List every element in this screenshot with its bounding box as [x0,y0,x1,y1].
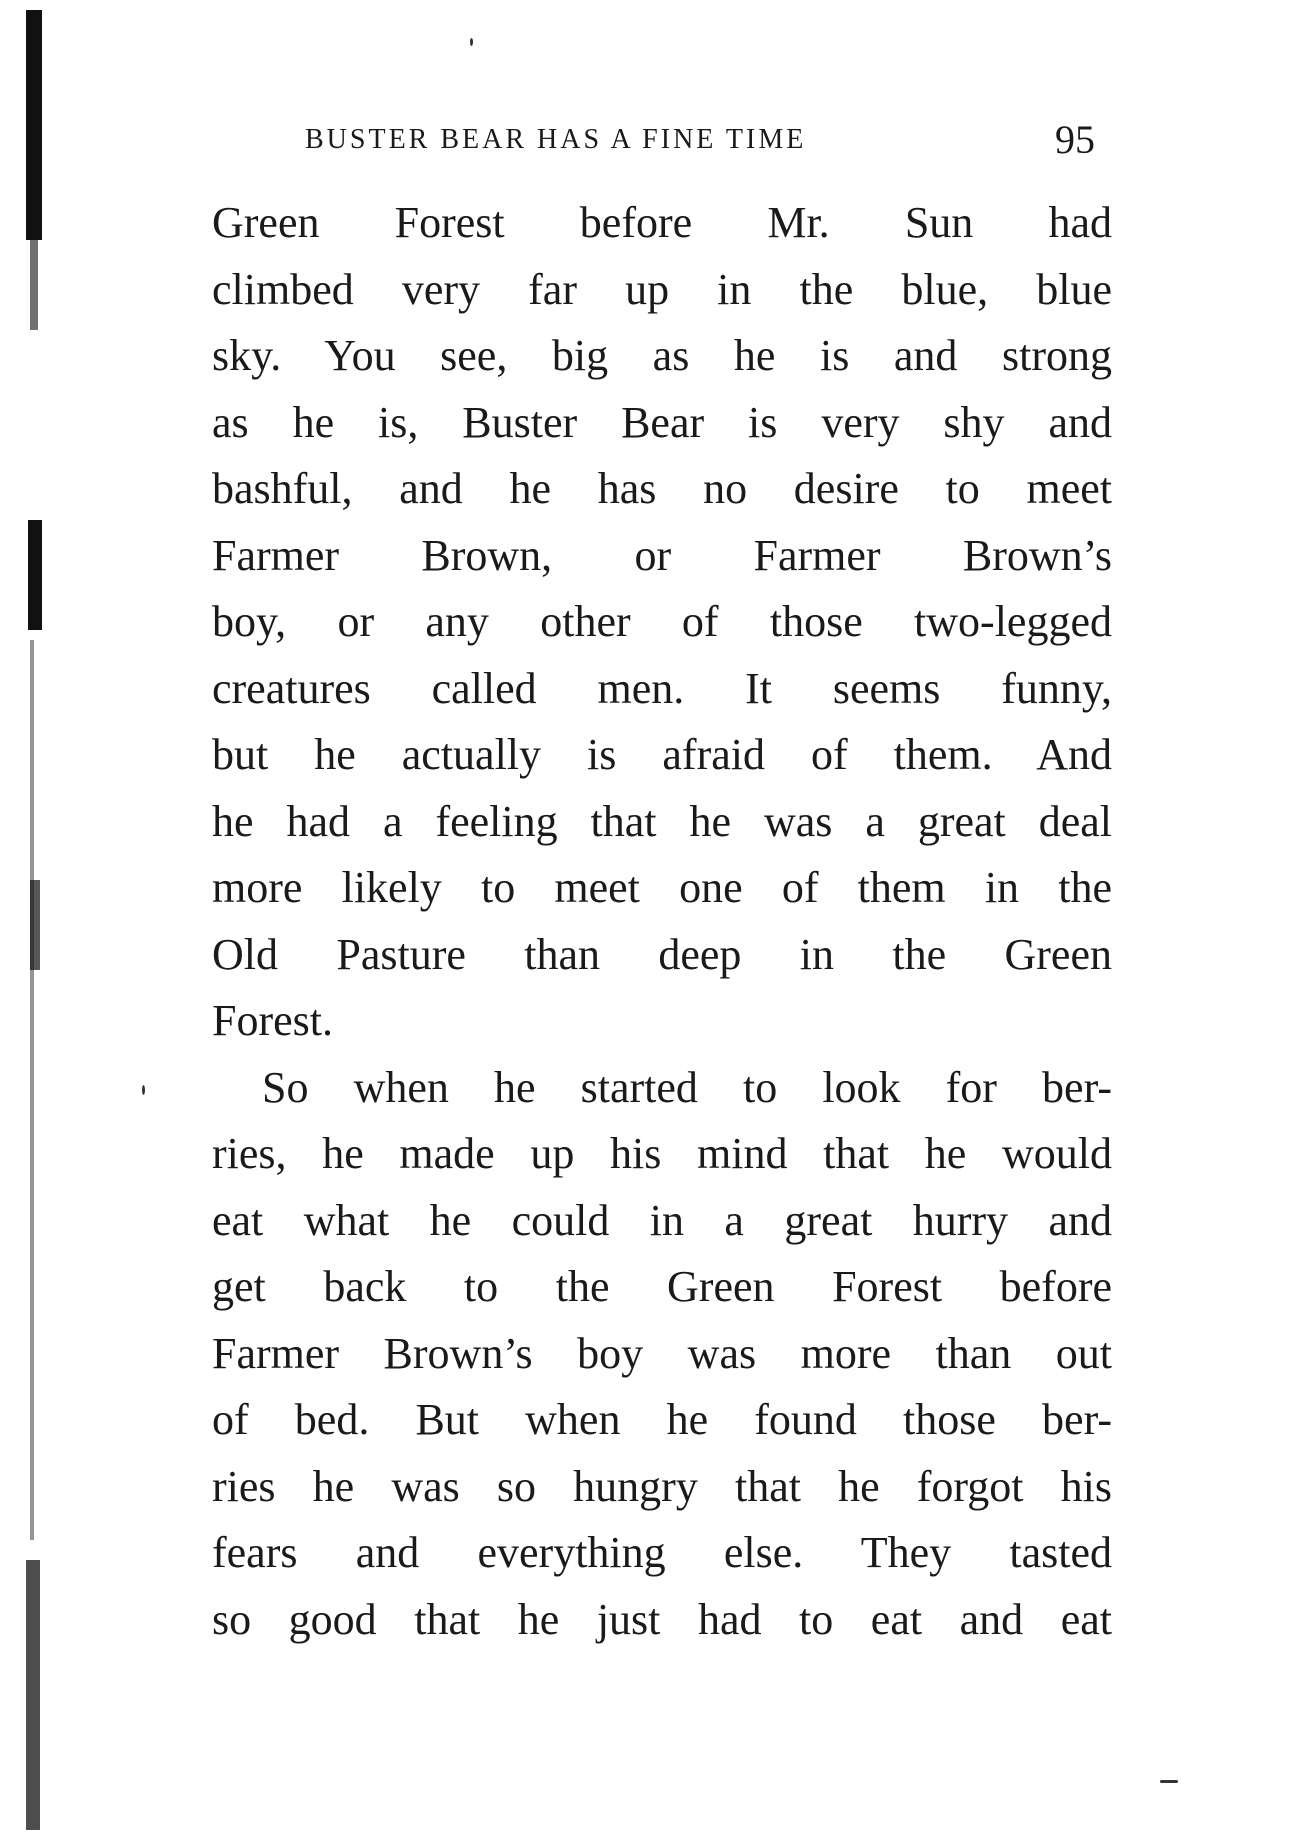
ink-speck [470,38,473,46]
text-line: so good that he just had to eat and eat [212,1594,1112,1644]
text-line: more likely to meet one of them in the [212,863,1112,912]
text-line: ries he was so hungry that he forgot his [212,1461,1112,1511]
paragraph [212,1055,1112,1654]
text-line: bashful, and he has no desire to meet [212,464,1112,513]
running-head [305,117,1105,162]
text-line: eat what he could in a great hurry and [212,1195,1112,1245]
paragraph [212,190,1112,1055]
text-line: climbed very far up in the blue, blue [212,264,1112,314]
text-line: creatures called men. It seems funny, [212,663,1112,713]
text-line: Green Forest before Mr. Sun had [212,198,1112,247]
text-line: as he is, Buster Bear is very shy and [212,397,1112,447]
text-line: Old Pasture than deep in the Green [212,929,1112,979]
text-line: get back to the Green Forest before [212,1262,1112,1311]
text-line: he had a feeling that he was a great deal [212,796,1112,846]
text-line: boy, or any other of those two-legged [212,597,1112,646]
text-line: sky. You see, big as he is and strong [212,331,1112,380]
body-text [212,190,1112,1653]
text-line: of bed. But when he found those ber- [212,1395,1112,1444]
text-line: So when he started to look for ber- [262,1062,1112,1112]
ink-speck [142,1085,145,1095]
text-line: Farmer Brown’s boy was more than out [212,1328,1112,1378]
text-line: Farmer Brown, or Farmer Brown’s [212,530,1112,580]
text-line: Forest. [212,996,333,1045]
text-line: but he actually is afraid of them. And [212,730,1112,779]
page-number: 95 [1055,117,1095,162]
ink-speck [1160,1780,1178,1783]
text-line: ries, he made up his mind that he would [212,1129,1112,1178]
text-line: fears and everything else. They tasted [212,1528,1112,1577]
running-title: BUSTER BEAR HAS A FINE TIME [305,124,807,155]
